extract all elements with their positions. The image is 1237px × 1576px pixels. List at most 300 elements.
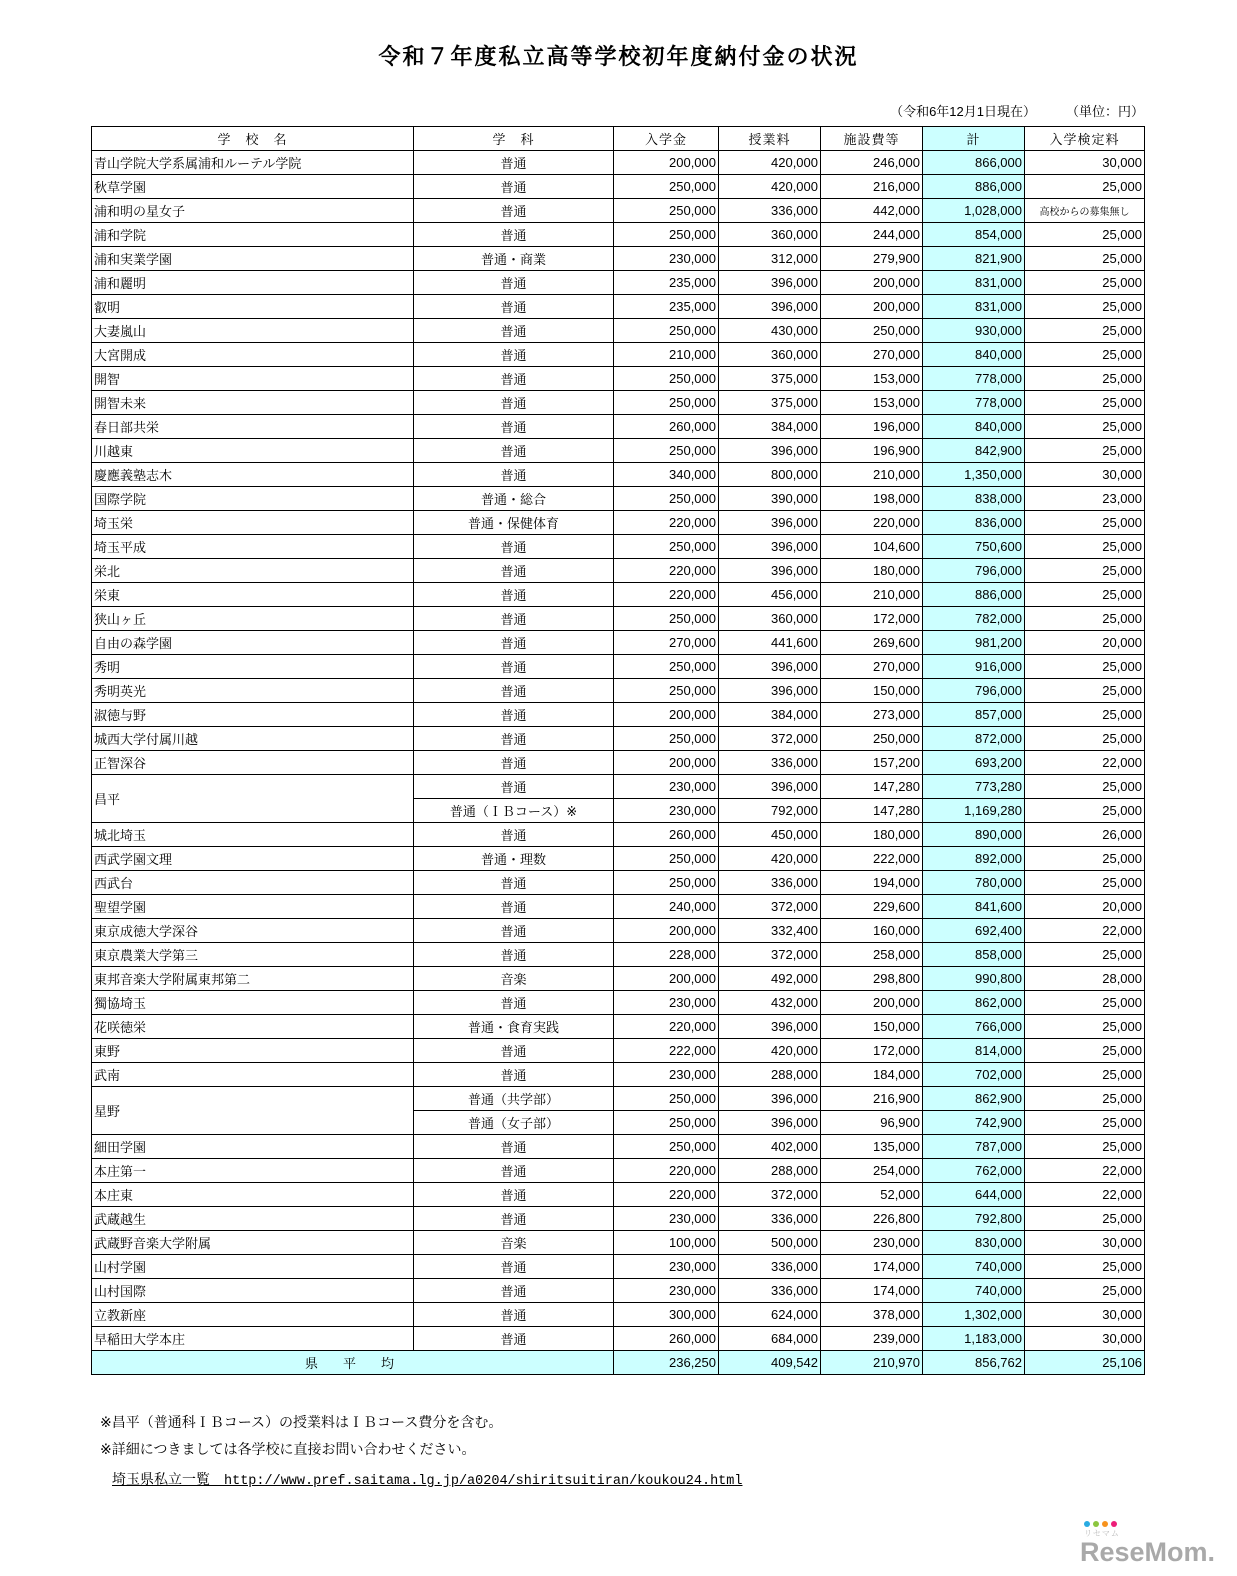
entrance-fee-cell: 230,000 xyxy=(614,1279,719,1303)
exam-fee-cell: 25,000 xyxy=(1025,991,1145,1015)
department-cell: 普通 xyxy=(414,271,614,295)
meta-line xyxy=(91,101,1144,120)
total-cell: 766,000 xyxy=(923,1015,1025,1039)
department-cell: 普通 xyxy=(414,631,614,655)
tuition-cell: 372,000 xyxy=(719,1183,821,1207)
table-row xyxy=(92,607,1145,631)
school-name-cell: 細田学園 xyxy=(92,1135,414,1159)
table-row xyxy=(92,1303,1145,1327)
average-entrance-fee: 236,250 xyxy=(614,1351,719,1375)
school-name-cell: 栄北 xyxy=(92,559,414,583)
table-row xyxy=(92,271,1145,295)
exam-fee-cell: 25,000 xyxy=(1025,271,1145,295)
facility-fee-cell: 246,000 xyxy=(821,151,923,175)
department-cell: 普通 xyxy=(414,463,614,487)
tuition-cell: 375,000 xyxy=(719,391,821,415)
average-exam-fee: 25,106 xyxy=(1025,1351,1145,1375)
tuition-cell: 430,000 xyxy=(719,319,821,343)
table-row xyxy=(92,1135,1145,1159)
tuition-cell: 375,000 xyxy=(719,367,821,391)
entrance-fee-cell: 250,000 xyxy=(614,607,719,631)
tuition-cell: 372,000 xyxy=(719,943,821,967)
total-cell: 866,000 xyxy=(923,151,1025,175)
header-total: 計 xyxy=(923,127,1025,151)
facility-fee-cell: 153,000 xyxy=(821,367,923,391)
school-name-cell: 山村学園 xyxy=(92,1255,414,1279)
facility-fee-cell: 196,900 xyxy=(821,439,923,463)
tuition-cell: 500,000 xyxy=(719,1231,821,1255)
entrance-fee-cell: 240,000 xyxy=(614,895,719,919)
facility-fee-cell: 270,000 xyxy=(821,343,923,367)
table-row xyxy=(92,1279,1145,1303)
total-cell: 836,000 xyxy=(923,511,1025,535)
entrance-fee-cell: 250,000 xyxy=(614,655,719,679)
table-row xyxy=(92,463,1145,487)
tuition-cell: 336,000 xyxy=(719,199,821,223)
total-cell: 693,200 xyxy=(923,751,1025,775)
tuition-cell: 492,000 xyxy=(719,967,821,991)
exam-fee-cell: 25,000 xyxy=(1025,703,1145,727)
facility-fee-cell: 174,000 xyxy=(821,1279,923,1303)
exam-fee-cell: 22,000 xyxy=(1025,1159,1145,1183)
school-name-cell: 東野 xyxy=(92,1039,414,1063)
tuition-cell: 336,000 xyxy=(719,1279,821,1303)
table-row xyxy=(92,511,1145,535)
department-cell: 普通 xyxy=(414,895,614,919)
exam-fee-cell: 25,000 xyxy=(1025,319,1145,343)
facility-fee-cell: 210,000 xyxy=(821,583,923,607)
facility-fee-cell: 198,000 xyxy=(821,487,923,511)
table-row xyxy=(92,1087,1145,1111)
exam-fee-cell: 20,000 xyxy=(1025,895,1145,919)
exam-fee-cell: 25,000 xyxy=(1025,535,1145,559)
facility-fee-cell: 157,200 xyxy=(821,751,923,775)
tuition-cell: 384,000 xyxy=(719,415,821,439)
facility-fee-cell: 210,000 xyxy=(821,463,923,487)
exam-fee-cell: 30,000 xyxy=(1025,151,1145,175)
facility-fee-cell: 269,600 xyxy=(821,631,923,655)
department-cell: 普通 xyxy=(414,1303,614,1327)
school-name-cell: 川越東 xyxy=(92,439,414,463)
department-cell: 普通 xyxy=(414,175,614,199)
table-row xyxy=(92,1231,1145,1255)
logo-wordmark: ReseMom. xyxy=(1079,1537,1215,1567)
fees-table xyxy=(91,126,1145,1375)
department-cell: 普通・総合 xyxy=(414,487,614,511)
entrance-fee-cell: 250,000 xyxy=(614,847,719,871)
entrance-fee-cell: 228,000 xyxy=(614,943,719,967)
entrance-fee-cell: 250,000 xyxy=(614,391,719,415)
total-cell: 862,900 xyxy=(923,1087,1025,1111)
school-name-cell: 栄東 xyxy=(92,583,414,607)
total-cell: 821,900 xyxy=(923,247,1025,271)
exam-fee-cell: 25,000 xyxy=(1025,1207,1145,1231)
department-cell: 普通 xyxy=(414,1207,614,1231)
table-row xyxy=(92,655,1145,679)
tuition-cell: 372,000 xyxy=(719,895,821,919)
entrance-fee-cell: 250,000 xyxy=(614,1111,719,1135)
school-name-cell: 東邦音楽大学附属東邦第二 xyxy=(92,967,414,991)
exam-fee-cell: 25,000 xyxy=(1025,439,1145,463)
total-cell: 778,000 xyxy=(923,367,1025,391)
tuition-cell: 396,000 xyxy=(719,271,821,295)
average-label: 県 平 均 xyxy=(92,1351,614,1375)
school-name-cell: 東京農業大学第三 xyxy=(92,943,414,967)
total-cell: 1,028,000 xyxy=(923,199,1025,223)
school-name-cell: 秋草学園 xyxy=(92,175,414,199)
table-row xyxy=(92,559,1145,583)
entrance-fee-cell: 230,000 xyxy=(614,1207,719,1231)
tuition-cell: 390,000 xyxy=(719,487,821,511)
facility-fee-cell: 220,000 xyxy=(821,511,923,535)
entrance-fee-cell: 200,000 xyxy=(614,751,719,775)
department-cell: 普通 xyxy=(414,1255,614,1279)
link-label: 埼玉県私立一覧 xyxy=(112,1471,210,1487)
entrance-fee-cell: 235,000 xyxy=(614,295,719,319)
exam-fee-cell: 25,000 xyxy=(1025,1255,1145,1279)
school-name-cell: 東京成徳大学深谷 xyxy=(92,919,414,943)
department-cell: 普通 xyxy=(414,319,614,343)
exam-fee-cell: 30,000 xyxy=(1025,1231,1145,1255)
department-cell: 普通（女子部） xyxy=(414,1111,614,1135)
entrance-fee-cell: 230,000 xyxy=(614,799,719,823)
header-facility-fee: 施設費等 xyxy=(821,127,923,151)
table-row xyxy=(92,1039,1145,1063)
tuition-cell: 396,000 xyxy=(719,535,821,559)
tuition-cell: 792,000 xyxy=(719,799,821,823)
department-cell: 普通 xyxy=(414,1039,614,1063)
table-row xyxy=(92,847,1145,871)
total-cell: 750,600 xyxy=(923,535,1025,559)
table-row xyxy=(92,919,1145,943)
total-cell: 831,000 xyxy=(923,295,1025,319)
exam-fee-cell: 25,000 xyxy=(1025,1063,1145,1087)
exam-fee-cell: 25,000 xyxy=(1025,223,1145,247)
tuition-cell: 396,000 xyxy=(719,439,821,463)
table-row xyxy=(92,199,1145,223)
department-cell: 普通 xyxy=(414,1279,614,1303)
table-row xyxy=(92,823,1145,847)
total-cell: 981,200 xyxy=(923,631,1025,655)
header-department: 学 科 xyxy=(414,127,614,151)
table-row xyxy=(92,367,1145,391)
entrance-fee-cell: 220,000 xyxy=(614,1183,719,1207)
entrance-fee-cell: 250,000 xyxy=(614,367,719,391)
total-cell: 830,000 xyxy=(923,1231,1025,1255)
average-row xyxy=(92,1351,1145,1375)
exam-fee-cell: 25,000 xyxy=(1025,511,1145,535)
table-row xyxy=(92,391,1145,415)
exam-fee-cell: 25,000 xyxy=(1025,775,1145,799)
school-name-cell: 自由の森学園 xyxy=(92,631,414,655)
total-cell: 796,000 xyxy=(923,559,1025,583)
school-name-cell: 武蔵越生 xyxy=(92,1207,414,1231)
department-cell: 普通 xyxy=(414,1159,614,1183)
entrance-fee-cell: 200,000 xyxy=(614,967,719,991)
table-row xyxy=(92,703,1145,727)
school-name-cell: 埼玉栄 xyxy=(92,511,414,535)
facility-fee-cell: 200,000 xyxy=(821,991,923,1015)
facility-fee-cell: 172,000 xyxy=(821,607,923,631)
total-cell: 857,000 xyxy=(923,703,1025,727)
school-name-cell: 浦和麗明 xyxy=(92,271,414,295)
school-name-cell: 星野 xyxy=(92,1087,414,1135)
table-row xyxy=(92,1063,1145,1087)
department-cell: 普通・理数 xyxy=(414,847,614,871)
total-cell: 644,000 xyxy=(923,1183,1025,1207)
facility-fee-cell: 244,000 xyxy=(821,223,923,247)
school-name-cell: 城北埼玉 xyxy=(92,823,414,847)
facility-fee-cell: 52,000 xyxy=(821,1183,923,1207)
school-name-cell: 聖望学園 xyxy=(92,895,414,919)
department-cell: 普通 xyxy=(414,151,614,175)
saitama-private-school-link[interactable] xyxy=(112,1471,742,1487)
department-cell: 普通 xyxy=(414,391,614,415)
department-cell: 普通（ＩＢコース）※ xyxy=(414,799,614,823)
school-name-cell: 早稲田大学本庄 xyxy=(92,1327,414,1351)
school-name-cell: 浦和明の星女子 xyxy=(92,199,414,223)
table-row xyxy=(92,751,1145,775)
tuition-cell: 441,600 xyxy=(719,631,821,655)
exam-fee-cell: 30,000 xyxy=(1025,1303,1145,1327)
tuition-cell: 396,000 xyxy=(719,511,821,535)
department-cell: 普通 xyxy=(414,199,614,223)
entrance-fee-cell: 300,000 xyxy=(614,1303,719,1327)
exam-fee-cell: 25,000 xyxy=(1025,943,1145,967)
header-entrance-fee: 入学金 xyxy=(614,127,719,151)
entrance-fee-cell: 230,000 xyxy=(614,775,719,799)
entrance-fee-cell: 222,000 xyxy=(614,1039,719,1063)
exam-fee-cell: 22,000 xyxy=(1025,751,1145,775)
facility-fee-cell: 216,000 xyxy=(821,175,923,199)
exam-fee-cell: 22,000 xyxy=(1025,1183,1145,1207)
department-cell: 普通 xyxy=(414,871,614,895)
date-note: （令和6年12月1日現在） xyxy=(890,104,1036,119)
entrance-fee-cell: 250,000 xyxy=(614,679,719,703)
department-cell: 普通 xyxy=(414,655,614,679)
table-row xyxy=(92,247,1145,271)
average-total: 856,762 xyxy=(923,1351,1025,1375)
table-row xyxy=(92,1207,1145,1231)
exam-fee-cell: 25,000 xyxy=(1025,1087,1145,1111)
entrance-fee-cell: 230,000 xyxy=(614,247,719,271)
facility-fee-cell: 273,000 xyxy=(821,703,923,727)
total-cell: 840,000 xyxy=(923,415,1025,439)
department-cell: 普通 xyxy=(414,823,614,847)
department-cell: 普通 xyxy=(414,223,614,247)
entrance-fee-cell: 250,000 xyxy=(614,535,719,559)
total-cell: 872,000 xyxy=(923,727,1025,751)
facility-fee-cell: 160,000 xyxy=(821,919,923,943)
facility-fee-cell: 229,600 xyxy=(821,895,923,919)
facility-fee-cell: 180,000 xyxy=(821,559,923,583)
facility-fee-cell: 147,280 xyxy=(821,799,923,823)
tuition-cell: 360,000 xyxy=(719,223,821,247)
school-name-cell: 西武台 xyxy=(92,871,414,895)
school-name-cell: 慶應義塾志木 xyxy=(92,463,414,487)
total-cell: 780,000 xyxy=(923,871,1025,895)
fees-table-body xyxy=(92,151,1145,1351)
tuition-cell: 332,400 xyxy=(719,919,821,943)
facility-fee-cell: 174,000 xyxy=(821,1255,923,1279)
school-name-cell: 春日部共栄 xyxy=(92,415,414,439)
school-name-cell: 大宮開成 xyxy=(92,343,414,367)
exam-fee-cell: 25,000 xyxy=(1025,1279,1145,1303)
unit-note: （単位：円） xyxy=(1065,104,1144,119)
facility-fee-cell: 180,000 xyxy=(821,823,923,847)
tuition-cell: 396,000 xyxy=(719,775,821,799)
facility-fee-cell: 378,000 xyxy=(821,1303,923,1327)
school-name-cell: 浦和学院 xyxy=(92,223,414,247)
tuition-cell: 372,000 xyxy=(719,727,821,751)
school-name-cell: 国際学院 xyxy=(92,487,414,511)
school-name-cell: 秀明英光 xyxy=(92,679,414,703)
facility-fee-cell: 150,000 xyxy=(821,679,923,703)
footnote-contact: ※詳細につきましては各学校に直接お問い合わせください。 xyxy=(100,1441,476,1457)
facility-fee-cell: 270,000 xyxy=(821,655,923,679)
department-cell: 普通・保健体育 xyxy=(414,511,614,535)
table-row xyxy=(92,535,1145,559)
entrance-fee-cell: 250,000 xyxy=(614,487,719,511)
entrance-fee-cell: 100,000 xyxy=(614,1231,719,1255)
school-name-cell: 開智 xyxy=(92,367,414,391)
department-cell: 普通 xyxy=(414,583,614,607)
table-row xyxy=(92,487,1145,511)
entrance-fee-cell: 235,000 xyxy=(614,271,719,295)
entrance-fee-cell: 210,000 xyxy=(614,343,719,367)
entrance-fee-cell: 250,000 xyxy=(614,439,719,463)
total-cell: 886,000 xyxy=(923,583,1025,607)
header-exam-fee: 入学検定料 xyxy=(1025,127,1145,151)
exam-fee-cell: 30,000 xyxy=(1025,463,1145,487)
total-cell: 792,800 xyxy=(923,1207,1025,1231)
table-row xyxy=(92,631,1145,655)
tuition-cell: 336,000 xyxy=(719,871,821,895)
exam-fee-cell: 25,000 xyxy=(1025,1111,1145,1135)
table-row xyxy=(92,175,1145,199)
total-cell: 778,000 xyxy=(923,391,1025,415)
logo-subtext: リセマム xyxy=(1083,1529,1120,1538)
entrance-fee-cell: 200,000 xyxy=(614,151,719,175)
department-cell: 普通・商業 xyxy=(414,247,614,271)
exam-fee-cell: 26,000 xyxy=(1025,823,1145,847)
facility-fee-cell: 135,000 xyxy=(821,1135,923,1159)
entrance-fee-cell: 260,000 xyxy=(614,823,719,847)
header-school-name: 学 校 名 xyxy=(92,127,414,151)
school-name-cell: 獨協埼玉 xyxy=(92,991,414,1015)
tuition-cell: 396,000 xyxy=(719,1111,821,1135)
tuition-cell: 450,000 xyxy=(719,823,821,847)
department-cell: 普通 xyxy=(414,727,614,751)
table-row xyxy=(92,871,1145,895)
average-facility-fee: 210,970 xyxy=(821,1351,923,1375)
header-tuition: 授業料 xyxy=(719,127,821,151)
total-cell: 1,169,280 xyxy=(923,799,1025,823)
tuition-cell: 396,000 xyxy=(719,1015,821,1039)
total-cell: 892,000 xyxy=(923,847,1025,871)
tuition-cell: 396,000 xyxy=(719,1087,821,1111)
entrance-fee-cell: 250,000 xyxy=(614,727,719,751)
total-cell: 740,000 xyxy=(923,1279,1025,1303)
tuition-cell: 396,000 xyxy=(719,679,821,703)
facility-fee-cell: 258,000 xyxy=(821,943,923,967)
entrance-fee-cell: 250,000 xyxy=(614,871,719,895)
table-row xyxy=(92,1255,1145,1279)
entrance-fee-cell: 220,000 xyxy=(614,559,719,583)
department-cell: 普通 xyxy=(414,1183,614,1207)
school-name-cell: 武南 xyxy=(92,1063,414,1087)
entrance-fee-cell: 200,000 xyxy=(614,919,719,943)
total-cell: 1,183,000 xyxy=(923,1327,1025,1351)
facility-fee-cell: 442,000 xyxy=(821,199,923,223)
header-row xyxy=(92,127,1145,151)
exam-fee-cell: 25,000 xyxy=(1025,583,1145,607)
average-tuition: 409,542 xyxy=(719,1351,821,1375)
table-row xyxy=(92,1183,1145,1207)
tuition-cell: 336,000 xyxy=(719,1255,821,1279)
footnotes xyxy=(100,1409,1237,1463)
page-title: 令和７年度私立高等学校初年度納付金の状況 xyxy=(378,44,859,69)
table-row xyxy=(92,943,1145,967)
table-row xyxy=(92,223,1145,247)
entrance-fee-cell: 230,000 xyxy=(614,1063,719,1087)
table-row xyxy=(92,775,1145,799)
school-name-cell: 花咲徳栄 xyxy=(92,1015,414,1039)
total-cell: 858,000 xyxy=(923,943,1025,967)
tuition-cell: 396,000 xyxy=(719,655,821,679)
school-name-cell: 浦和実業学園 xyxy=(92,247,414,271)
facility-fee-cell: 230,000 xyxy=(821,1231,923,1255)
table-row xyxy=(92,895,1145,919)
table-row xyxy=(92,151,1145,175)
facility-fee-cell: 150,000 xyxy=(821,1015,923,1039)
total-cell: 842,900 xyxy=(923,439,1025,463)
school-name-cell: 青山学院大学系属浦和ルーテル学院 xyxy=(92,151,414,175)
entrance-fee-cell: 260,000 xyxy=(614,1327,719,1351)
facility-fee-cell: 200,000 xyxy=(821,271,923,295)
department-cell: 普通 xyxy=(414,943,614,967)
tuition-cell: 402,000 xyxy=(719,1135,821,1159)
school-name-cell: 狭山ヶ丘 xyxy=(92,607,414,631)
exam-fee-cell: 25,000 xyxy=(1025,343,1145,367)
exam-fee-cell: 25,000 xyxy=(1025,727,1145,751)
facility-fee-cell: 226,800 xyxy=(821,1207,923,1231)
exam-fee-cell: 25,000 xyxy=(1025,1015,1145,1039)
facility-fee-cell: 279,900 xyxy=(821,247,923,271)
facility-fee-cell: 104,600 xyxy=(821,535,923,559)
entrance-fee-cell: 230,000 xyxy=(614,1255,719,1279)
entrance-fee-cell: 250,000 xyxy=(614,319,719,343)
table-row xyxy=(92,415,1145,439)
entrance-fee-cell: 250,000 xyxy=(614,223,719,247)
school-name-cell: 立教新座 xyxy=(92,1303,414,1327)
facility-fee-cell: 172,000 xyxy=(821,1039,923,1063)
tuition-cell: 420,000 xyxy=(719,151,821,175)
facility-fee-cell: 200,000 xyxy=(821,295,923,319)
department-cell: 普通 xyxy=(414,919,614,943)
total-cell: 890,000 xyxy=(923,823,1025,847)
entrance-fee-cell: 250,000 xyxy=(614,1135,719,1159)
school-name-cell: 武蔵野音楽大学附属 xyxy=(92,1231,414,1255)
exam-fee-cell: 25,000 xyxy=(1025,367,1145,391)
department-cell: 普通 xyxy=(414,559,614,583)
table-row xyxy=(92,1159,1145,1183)
facility-fee-cell: 216,900 xyxy=(821,1087,923,1111)
total-cell: 787,000 xyxy=(923,1135,1025,1159)
exam-fee-cell: 25,000 xyxy=(1025,1135,1145,1159)
table-row xyxy=(92,343,1145,367)
table-row xyxy=(92,295,1145,319)
